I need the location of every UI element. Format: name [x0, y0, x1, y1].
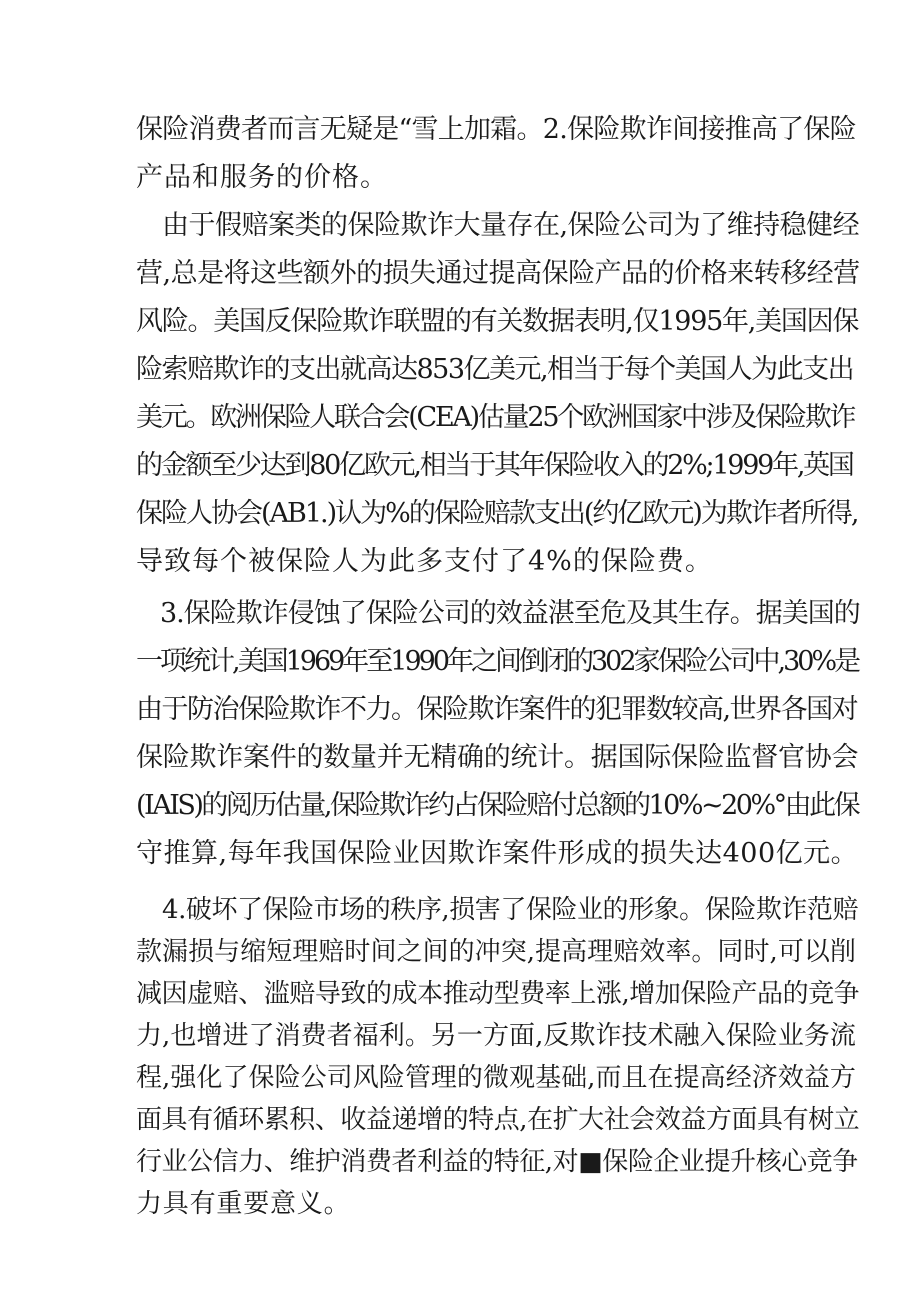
text-line: 导致每个被保险人为此多支付了4%的保险费。 [136, 546, 713, 577]
text-line: 保险消费者而言无疑是“雪上加霜。2.保险欺诈间接推高了保险 [136, 114, 856, 145]
text-line: 款漏损与缩短理赔时间之间的冲突,提高理赔效率。同时,可以削 [136, 937, 856, 967]
text-line: 4.破坏了保险市场的秩序,损害了保险业的形象。保险欺诈范赔 [162, 895, 859, 925]
text-line: 险索赔欺诈的支出就高达853亿美元,相当于每个美国人为此支出 [136, 354, 854, 385]
text-line: 营,总是将这些额外的损失通过提高保险产品的价格来转移经营 [136, 258, 860, 289]
text-line: 力具有重要意义。 [136, 1189, 351, 1219]
text-line: 美元。欧洲保险人联合会(CEA)估量25个欧洲国家中涉及保险欺诈 [136, 402, 855, 433]
text-line: 行业公信力、维护消费者利益的特征,对■保险企业提升核心竞争 [136, 1147, 858, 1177]
text-line: 的金额至少达到80亿欧元,相当于其年保险收入的2%;1999年,英国 [136, 450, 853, 481]
text-line: (IAIS)的阅历估量,保险欺诈约占保险赔付总额的10%~20%°由此保 [136, 790, 859, 821]
text-line: 一项统计,美国1969年至1990年之间倒闭的302家保险公司中,30%是 [136, 646, 859, 677]
text-line: 守推算,每年我国保险业因欺诈案件形成的损失达400亿元。 [136, 838, 859, 869]
text-line: 面具有循环累积、收益递增的特点,在扩大社会效益方面具有树立 [136, 1105, 860, 1135]
text-line: 3.保险欺诈侵蚀了保险公司的效益湛至危及其生存。据美国的 [160, 598, 860, 629]
text-line: 产品和服务的价格。 [136, 162, 388, 193]
text-line: 程,强化了保险公司风险管理的微观基础,而且在提高经济效益方 [136, 1063, 856, 1093]
text-line: 风险。美国反保险欺诈联盟的有关数据表明,仅1995年,美国因保 [136, 306, 859, 337]
text-line: 保险欺诈案件的数量并无精确的统计。据国际保险监督官协会 [136, 742, 859, 773]
text-line: 由于防治保险欺诈不力。保险欺诈案件的犯罪数较高,世界各国对 [136, 694, 858, 725]
text-line: 保险人协会(AB1.)认为%的保险赔款支出(约亿欧元)为欺诈者所得, [136, 498, 858, 529]
text-line: 力,也增进了消费者福利。另一方面,反欺诈技术融入保险业务流 [136, 1021, 856, 1051]
text-line: 减因虚赔、滥赔导致的成本推动型费率上涨,增加保险产品的竞争 [136, 979, 860, 1009]
text-line: 由于假赔案类的保险欺诈大量存在,保险公司为了维持稳健经 [162, 210, 860, 241]
